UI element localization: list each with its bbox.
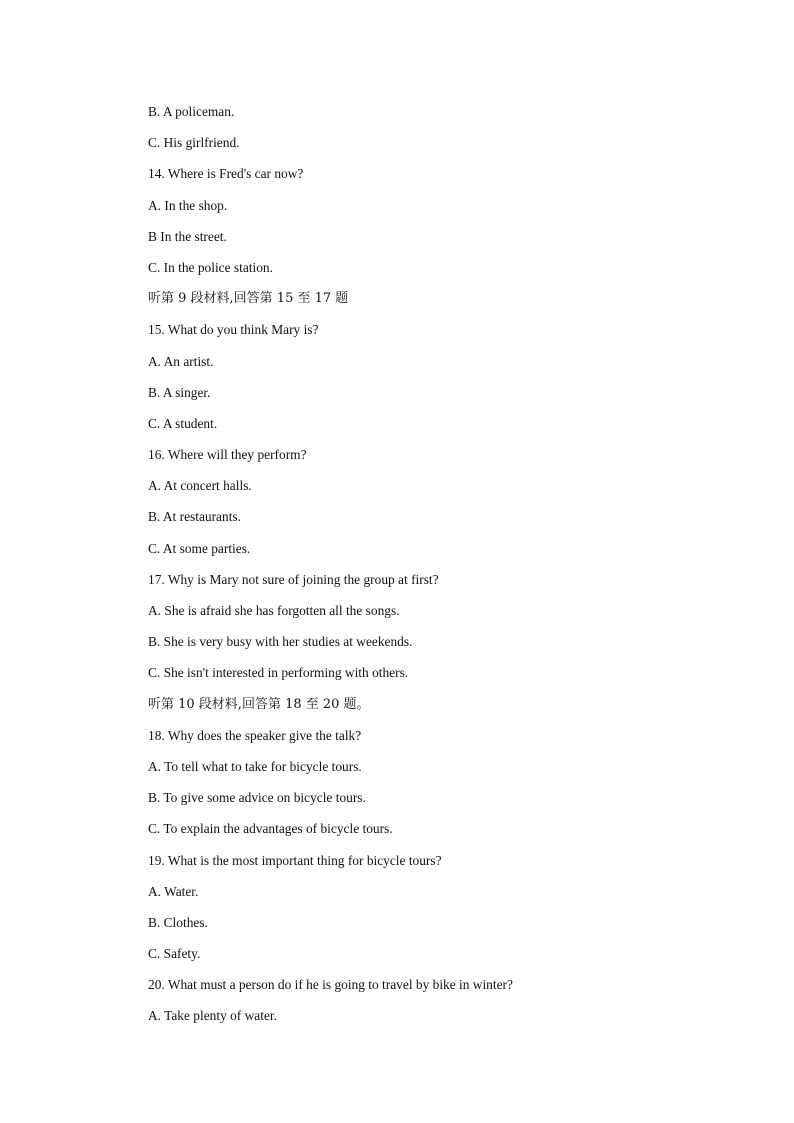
question-line: 14. Where is Fred's car now? — [148, 166, 304, 182]
option-line: C. To explain the advantages of bicycle tours. — [148, 821, 393, 837]
section-instruction: 听第 9 段材料,回答第 15 至 17 题 — [148, 291, 349, 307]
option-line: B. To give some advice on bicycle tours. — [148, 790, 366, 806]
option-line: C. A student. — [148, 415, 218, 431]
option-line: A. Take plenty of water. — [148, 1008, 277, 1024]
question-line: 18. Why does the speaker give the talk? — [148, 727, 362, 743]
question-line: 20. What must a person do if he is going to travel by bike in winter? — [148, 977, 513, 993]
option-line: C. At some parties. — [148, 540, 251, 556]
option-line: B. She is very busy with her studies at weekends. — [148, 634, 413, 650]
option-line: B. At restaurants. — [148, 509, 241, 525]
option-line: C. In the police station. — [148, 259, 273, 275]
question-list — [148, 103, 748, 1039]
question-line: 15. What do you think Mary is? — [148, 322, 319, 338]
option-line: B. A policeman. — [148, 104, 235, 119]
question-line: 19. What is the most important thing for bicycle tours? — [148, 852, 442, 868]
option-line: B. Clothes. — [148, 914, 208, 930]
option-line: A. To tell what to take for bicycle tours. — [148, 758, 362, 774]
question-line: 16. Where will they perform? — [148, 447, 307, 463]
option-line: C. She isn't interested in performing with others. — [148, 665, 409, 681]
option-line: C. His girlfriend. — [148, 135, 240, 151]
section-instruction: 听第 10 段材料,回答第 18 至 20 题。 — [148, 696, 370, 712]
option-line: A. Water. — [148, 883, 199, 899]
option-line: A. In the shop. — [148, 197, 228, 213]
question-line: 17. Why is Mary not sure of joining the group at first? — [148, 571, 439, 587]
option-line: B. A singer. — [148, 384, 211, 400]
option-line: C. Safety. — [148, 946, 201, 962]
option-line: A. She is afraid she has forgotten all the songs. — [148, 603, 400, 618]
option-line: A. At concert halls. — [148, 478, 252, 494]
option-line: A. An artist. — [148, 353, 214, 369]
option-line: B In the street. — [148, 228, 227, 244]
